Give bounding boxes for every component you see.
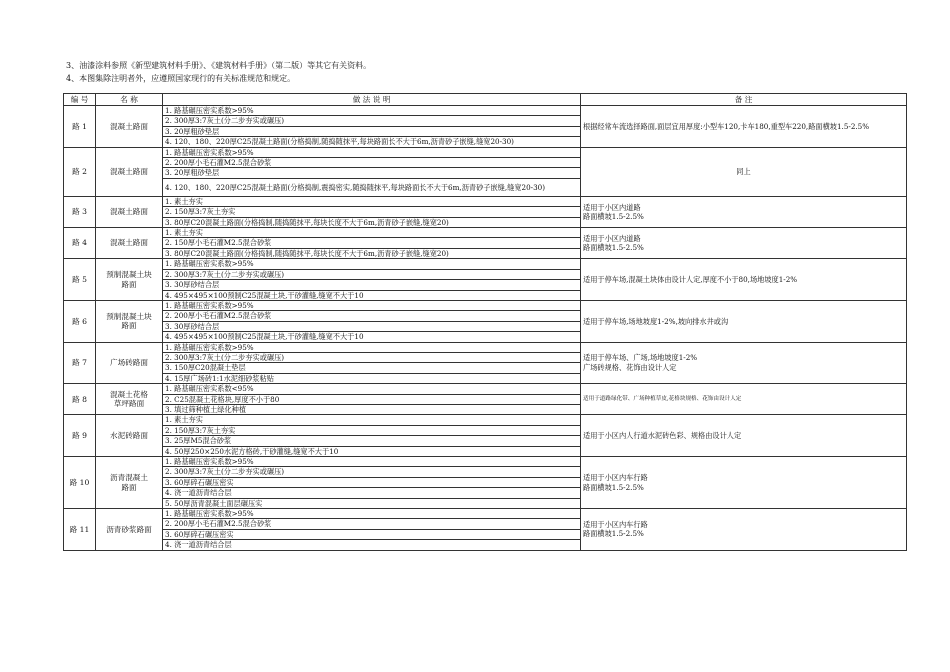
row-code: 路 6	[64, 300, 96, 342]
row-name: 预制混凝土块 路面	[96, 300, 163, 342]
row-code: 路 10	[64, 457, 96, 509]
method-step: 3. 60厚碎石碾压密实	[163, 477, 581, 487]
note-line: 3、油漆涂料参照《新型建筑材料手册》、《建筑材料手册》（第二版）等其它有关资料。	[66, 61, 372, 70]
table-row	[64, 228, 907, 238]
method-step: 1. 素土夯实	[163, 196, 581, 206]
method-step: 1. 路基碾压密实系数>95%	[163, 300, 581, 310]
row-remark	[581, 259, 907, 301]
row-code: 路 11	[64, 509, 96, 551]
method-step: 4. 495×495×100预制C25混凝土块,干砂灌缝,缝宽不大于10	[163, 290, 581, 300]
method-step: 2. 200厚小毛石灌M2.5混合砂浆	[163, 158, 581, 168]
table-header-row	[64, 94, 907, 106]
notes	[66, 59, 371, 85]
row-code: 路 4	[64, 228, 96, 259]
method-step: 3. 80厚C20混凝土路面(分格捣制,随捣随抹平,每块长度不大于6m,沥青砂子嵌缝,缝宽20)	[163, 248, 581, 258]
method-step: 2. 150厚3:7灰土夯实	[163, 425, 581, 435]
method-step: 2. 300厚3:7灰土(分二步夯实或碾压)	[163, 116, 581, 126]
remark-line: 路面横坡1.5-2.5%	[583, 243, 644, 253]
table-row	[64, 259, 907, 269]
row-name: 沥青混凝土 路面	[96, 457, 163, 509]
table-row	[64, 300, 907, 310]
row-remark	[581, 300, 907, 342]
remark-line: 路面横坡1.5-2.5%	[583, 529, 644, 539]
method-step: 4. 120、180、220厚C25混凝土路面(分格捣制,随捣随抹平,每块路面长不大于6m,沥青砂子嵌缝,缝宽20-30)	[163, 137, 581, 147]
method-step: 1. 路基碾压密实系数>95%	[163, 509, 581, 519]
method-step: 1. 素土夯实	[163, 228, 581, 238]
table-row	[64, 415, 907, 425]
table-row	[64, 342, 907, 352]
row-name: 混凝土花格 草坪路面	[96, 384, 163, 415]
method-step: 3. 30厚砂结合层	[163, 321, 581, 331]
method-step: 2. 150厚3:7灰土夯实	[163, 207, 581, 217]
row-code: 路 2	[64, 147, 96, 196]
remark-line: 路面横坡1.5-2.5%	[583, 211, 644, 221]
row-name: 广场砖路面	[96, 342, 163, 384]
table-row	[64, 147, 907, 157]
remark-line: 适用于道路绿化带、广场种植草皮,花格块规格、花饰由设计人定	[583, 395, 742, 402]
method-step: 4. 50厚250×250水泥方格砖,干砂灌缝,缝宽不大于10	[163, 446, 581, 456]
method-step: 4. 浇一道沥青结合层	[163, 540, 581, 550]
method-step: 4. 15厚广场砖1:1水泥细砂浆粘贴	[163, 373, 581, 383]
table-row	[64, 106, 907, 116]
remark-line: 同上	[736, 167, 751, 177]
row-code: 路 1	[64, 106, 96, 148]
remark-line: 适用于停车场、广场,场地坡度1-2%	[583, 353, 698, 363]
method-step: 3. 30厚砂结合层	[163, 280, 581, 290]
remark-line: 适用于小区内车行路	[583, 473, 648, 483]
row-remark	[581, 228, 907, 259]
remark-line: 适用于小区内道路	[583, 202, 641, 212]
table-row	[64, 384, 907, 394]
row-remark	[581, 342, 907, 384]
note-line: 4、本图集除注明者外，应遵照国家现行的有关标准规范和规定。	[66, 74, 296, 83]
row-code: 路 3	[64, 196, 96, 227]
row-name: 混凝土路面	[96, 106, 163, 148]
method-step: 4. 120、180、220厚C25混凝土路面(分格捣制,震捣密实,随捣随抹平,每块路面长不大于6m,沥青砂子嵌缝,缝宽20-30)	[163, 178, 581, 196]
row-name: 混凝土路面	[96, 147, 163, 196]
row-remark	[581, 415, 907, 457]
remark-line: 适用于停车场,场地坡度1-2%,坡向排水井或沟	[583, 316, 729, 326]
row-name: 混凝土路面	[96, 228, 163, 259]
table-row	[64, 457, 907, 467]
row-name: 预制混凝土块 路面	[96, 259, 163, 301]
method-step: 1. 路基碾压密实系数>95%	[163, 106, 581, 116]
road-spec-table	[63, 93, 907, 551]
row-remark	[581, 106, 907, 148]
header-code: 编 号	[64, 94, 96, 106]
remark-line: 适用于小区内道路	[583, 233, 641, 243]
method-step: 2. 300厚3:7灰土(分二步夯实或碾压)	[163, 352, 581, 362]
row-remark	[581, 457, 907, 509]
method-step: 1. 路基碾压密实系数>95%	[163, 147, 581, 157]
remark-line: 适用于小区内人行道水泥砖色彩、规格由设计人定	[583, 430, 742, 440]
row-remark	[581, 509, 907, 551]
table-row	[64, 509, 907, 519]
method-step: 4. 495×495×100预制C25混凝土块,干砂灌缝,缝宽不大于10	[163, 332, 581, 342]
header-name: 名 称	[96, 94, 163, 106]
method-step: 4. 浇一道沥青结合层	[163, 488, 581, 498]
method-step: 1. 路基碾压密实系数>95%	[163, 259, 581, 269]
method-step: 1. 路基碾压密实系数>95%	[163, 457, 581, 467]
remark-line: 广场砖规格、花饰由设计人定	[583, 362, 677, 372]
method-step: 1. 路基碾压密实系数>95%	[163, 342, 581, 352]
row-code: 路 8	[64, 384, 96, 415]
method-step: 5. 50厚沥青混凝土面层碾压实	[163, 498, 581, 508]
method-step: 3. 80厚C20混凝土路面(分格捣制,随捣随抹平,每块长度不大于6m,沥青砂子嵌缝,缝宽20)	[163, 217, 581, 227]
remark-line: 适用于小区内车行路	[583, 519, 648, 529]
row-remark	[581, 147, 907, 196]
method-step: 2. 300厚3:7灰土(分二步夯实或碾压)	[163, 467, 581, 477]
row-name: 水泥砖路面	[96, 415, 163, 457]
method-step: 3. 150厚C20混凝土垫层	[163, 363, 581, 373]
method-step: 3. 60厚碎石碾压密实	[163, 529, 581, 539]
row-code: 路 7	[64, 342, 96, 384]
header-method: 做 法 说 明	[163, 94, 581, 106]
method-step: 3. 25厚M5混合砂浆	[163, 436, 581, 446]
table-row	[64, 196, 907, 206]
row-name: 沥青砂浆路面	[96, 509, 163, 551]
header-remark: 备 注	[581, 94, 907, 106]
method-step: 3. 20厚粗砂垫层	[163, 168, 581, 178]
method-step: 3. 填过筛种植土绿化种植	[163, 404, 581, 414]
method-step: 2. 150厚小毛石灌M2.5混合砂浆	[163, 238, 581, 248]
method-step: 2. 200厚小毛石灌M2.5混合砂浆	[163, 311, 581, 321]
remark-line: 路面横坡1.5-2.5%	[583, 482, 644, 492]
table-body	[64, 106, 907, 551]
remark-line: 适用于停车场,混凝土块体由设计人定,厚度不小于80,场地坡度1-2%	[583, 274, 798, 284]
row-code: 路 9	[64, 415, 96, 457]
method-step: 1. 路基碾压密实系数<95%	[163, 384, 581, 394]
method-step: 1. 素土夯实	[163, 415, 581, 425]
method-step: 2. 300厚3:7灰土(分二步夯实或碾压)	[163, 269, 581, 279]
row-remark	[581, 196, 907, 227]
method-step: 3. 20厚粗砂垫层	[163, 126, 581, 136]
method-step: 2. C25混凝土花格块,厚度不小于80	[163, 394, 581, 404]
row-remark	[581, 384, 907, 415]
row-name: 混凝土路面	[96, 196, 163, 227]
method-step: 2. 200厚小毛石灌M2.5混合砂浆	[163, 519, 581, 529]
row-code: 路 5	[64, 259, 96, 301]
remark-line: 根据经常车流选择路面,面层宜用厚度:小型车120,卡车180,重型车220,路面横坡1.5-2.5%	[583, 121, 870, 131]
